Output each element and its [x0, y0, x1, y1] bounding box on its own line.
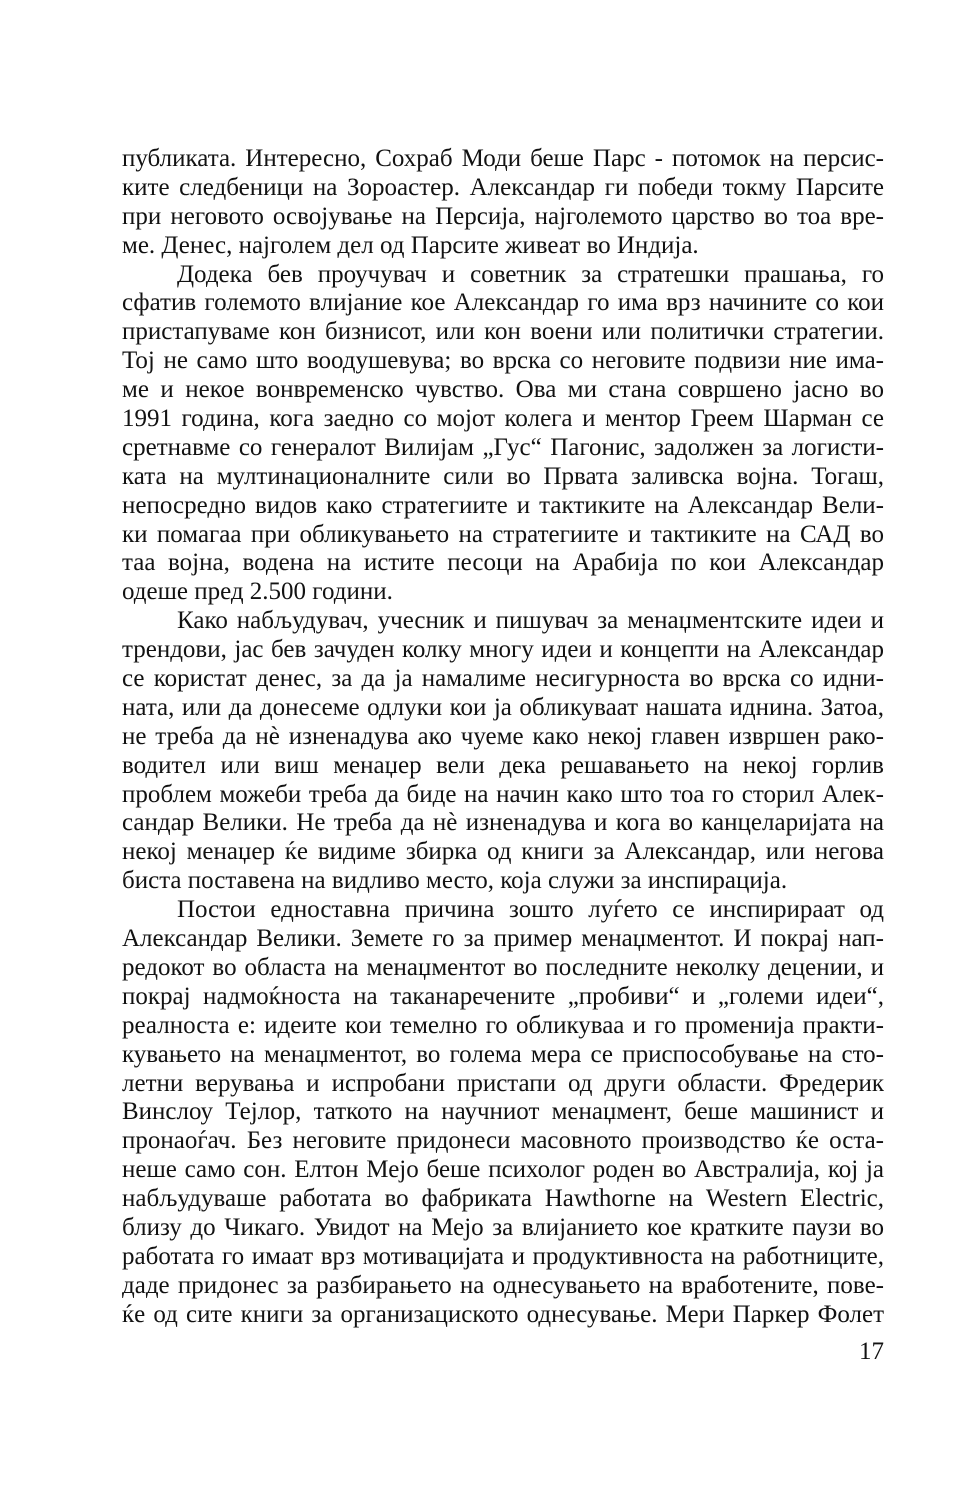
text-line: даде придонес за разбирањето на однесувањето на вработените, пове-: [122, 1271, 884, 1299]
text-line: Александар Велики. Земете го за пример менаџментот. И покрај нап-: [122, 925, 884, 953]
text-line: не треба да нѐ изненадува ако чуеме како некој главен извршен рако-: [122, 722, 884, 750]
text-line: Постои едноставна причина зошто луѓето се инспирираат од: [177, 896, 884, 924]
text-line: биста поставена на видливо место, која служи за инспирација.: [122, 867, 788, 895]
text-line: летни верувања и испробани пристапи од други области. Фредерик: [122, 1069, 884, 1097]
text-line: ната, или да донесеме одлуки кои ја обликуваат нашата иднина. Затоа,: [122, 693, 884, 721]
text-line: ќе од сите книги за организациското однесување. Мери Паркер Фолет: [122, 1300, 884, 1328]
text-line: непосредно видов како стратегиите и тактиките на Александар Вели-: [122, 491, 884, 519]
text-line: ки помагаа при обликувањето на стратегиите и тактиките на САД во: [122, 520, 884, 548]
text-line: некој менаџер ќе видиме збирка од книги за Александар, или негова: [122, 838, 884, 866]
text-line: Винслоу Тејлор, таткото на научниот менаџмент, беше машинист и: [122, 1098, 884, 1126]
text-line: проблем можеби треба да биде на начин како што тоа го сторил Алек-: [122, 780, 884, 808]
text-line: покрај надмоќноста на таканаречените „пробиви“ и „големи идеи“,: [122, 982, 884, 1010]
text-line: трендови, јас бев зачуден колку многу идеи и концепти на Александар: [122, 636, 884, 664]
text-line: неше само сон. Елтон Мејо беше психолог роден во Австралија, кој ја: [122, 1156, 884, 1184]
text-line: редокот во областа на менаџментот во последните неколку децении, и: [122, 953, 884, 981]
text-line: водител или виш менаџер вели дека решавањето на некој горлив: [122, 751, 884, 779]
text-line: сандар Велики. Не треба да нѐ изненадува и кога во канцеларијата на: [122, 809, 884, 837]
text-line: пронаоѓач. Без неговите придонеси масовното производство ќе оста-: [122, 1127, 884, 1155]
text-line: сретнавме со генералот Вилијам „Гус“ Пагонис, задолжен за логисти-: [122, 433, 884, 461]
text-line: одеше пред 2.500 години.: [122, 578, 393, 606]
text-line: Тој не само што воодушевува; во врска со неговите подвизи ние има-: [122, 347, 884, 375]
text-line: публиката. Интересно, Сохраб Моди беше Парс - потомок на персис-: [122, 145, 884, 172]
text-line: се користат денес, за да ја намалиме несигурноста во врска со идни-: [122, 665, 884, 693]
text-line: ката на мултинационалните сили во Првата заливска војна. Тогаш,: [122, 462, 884, 490]
body-text: [122, 145, 884, 1330]
text-line: при неговото освојување на Персија, најголемото царство во тоа вре-: [122, 202, 884, 230]
text-line: кувањето на менаџментот, во голема мера се приспособување на сто-: [122, 1040, 884, 1068]
text-line: набљудуваше работата во фабриката Hawthorne на Western Electric,: [122, 1185, 884, 1213]
text-line: 1991 година, кога заедно со мојот колега и ментор Греем Шарман се: [122, 405, 884, 433]
text-line: работата го имаат врз мотивацијата и продуктивноста на работниците,: [122, 1242, 884, 1270]
text-line: сфатив големото влијание кое Александар го има врз начините со кои: [122, 289, 884, 317]
text-line: таа војна, водена на истите песоци на Арабија по кои Александар: [122, 549, 884, 577]
text-line: Додека бев проучувач и советник за стратешки прашања, го: [177, 260, 884, 288]
text-line: ките следбеници на Зороастер. Александар ги победи токму Парсите: [122, 173, 884, 201]
text-line: Како набљудувач, учесник и пишувач за менаџментските идеи и: [177, 607, 884, 635]
page-number: 17: [859, 1338, 884, 1365]
text-line: реалноста е: идеите кои темелно го обликуваа и го променија практи-: [122, 1011, 884, 1039]
text-line: ме и некое вонвременско чувство. Ова ми стана совршено јасно во: [122, 376, 884, 404]
text-line: ме. Денес, најголем дел од Парсите живеат во Индија.: [122, 231, 699, 259]
text-line: близу до Чикаго. Увидот на Мејо за влијанието кое кратките паузи во: [122, 1213, 884, 1241]
text-line: пристапуваме кон бизнисот, или кон воени или политички стратегии.: [122, 318, 884, 346]
